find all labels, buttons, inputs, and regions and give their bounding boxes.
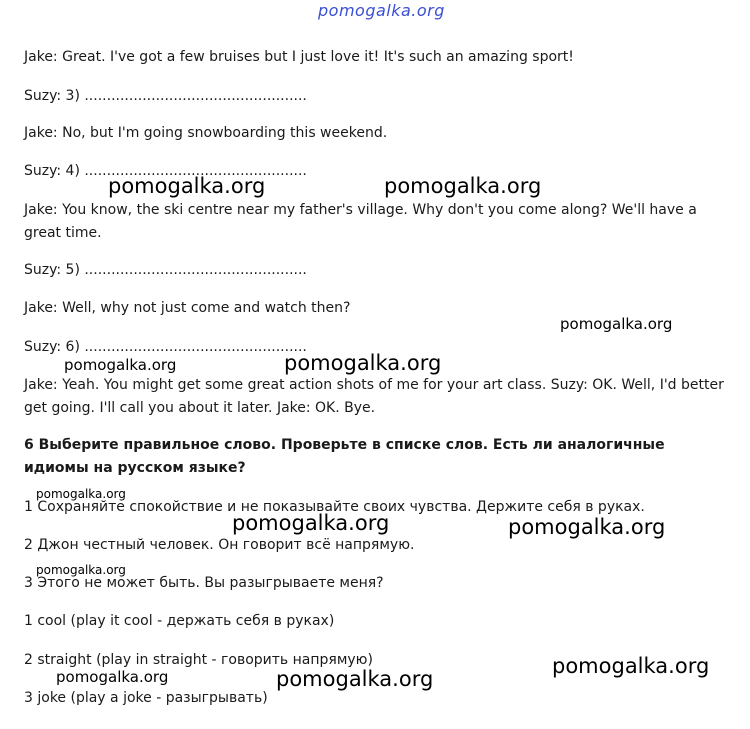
- watermark: pomogalka.org: [560, 315, 673, 333]
- dialogue-line: Jake: No, but I'm going snowboarding this weekend.: [24, 125, 388, 141]
- watermark: pomogalka.org: [552, 654, 710, 678]
- watermark: pomogalka.org: [384, 174, 542, 198]
- dialogue-line: Suzy: 6) ..................................................: [24, 339, 307, 355]
- watermark: pomogalka.org: [284, 351, 442, 375]
- task-sentence: 1 Сохраняйте спокойствие и не показывайте своих чувства. Держите себя в руках.: [24, 499, 645, 515]
- dialogue-line: Jake: Yeah. You might get some great action shots of me for your art class. Suzy: OK. Well, I'd better get going. I'll call you about it later. Jake: OK. Bye.: [24, 377, 724, 416]
- watermark: pomogalka.org: [108, 174, 266, 198]
- watermark: pomogalka.org: [36, 563, 126, 577]
- task-sentence: 3 Этого не может быть. Вы разыгрываете меня?: [24, 575, 384, 591]
- answer-line: 1 cool (play it cool - держать себя в руках): [24, 613, 335, 629]
- header-watermark: pomogalka.org: [318, 1, 445, 20]
- watermark: pomogalka.org: [276, 667, 434, 691]
- answer-line: 3 joke (play a joke - разыгрывать): [24, 690, 268, 706]
- task-sentence: 2 Джон честный человек. Он говорит всё напрямую.: [24, 537, 415, 553]
- task-heading: 6 Выберите правильное слово. Проверьте в списке слов. Есть ли аналогичные идиомы на русском языке?: [24, 437, 665, 476]
- watermark: pomogalka.org: [64, 356, 177, 374]
- watermark: pomogalka.org: [36, 487, 126, 501]
- dialogue-line: Suzy: 3) ..................................................: [24, 88, 307, 104]
- answer-line: 2 straight (play in straight - говорить напрямую): [24, 652, 373, 668]
- dialogue-line: Suzy: 4) ..................................................: [24, 163, 307, 179]
- watermark: pomogalka.org: [56, 668, 169, 686]
- dialogue-line: Suzy: 5) ..................................................: [24, 262, 307, 278]
- dialogue-line: Jake: Great. I've got a few bruises but I just love it! It's such an amazing sport!: [24, 49, 574, 65]
- dialogue-line: Jake: Well, why not just come and watch then?: [24, 300, 351, 316]
- dialogue-line: Jake: You know, the ski centre near my father's village. Why don't you come along? We'll have a great time.: [24, 202, 697, 241]
- watermark: pomogalka.org: [232, 511, 390, 535]
- watermark: pomogalka.org: [508, 515, 666, 539]
